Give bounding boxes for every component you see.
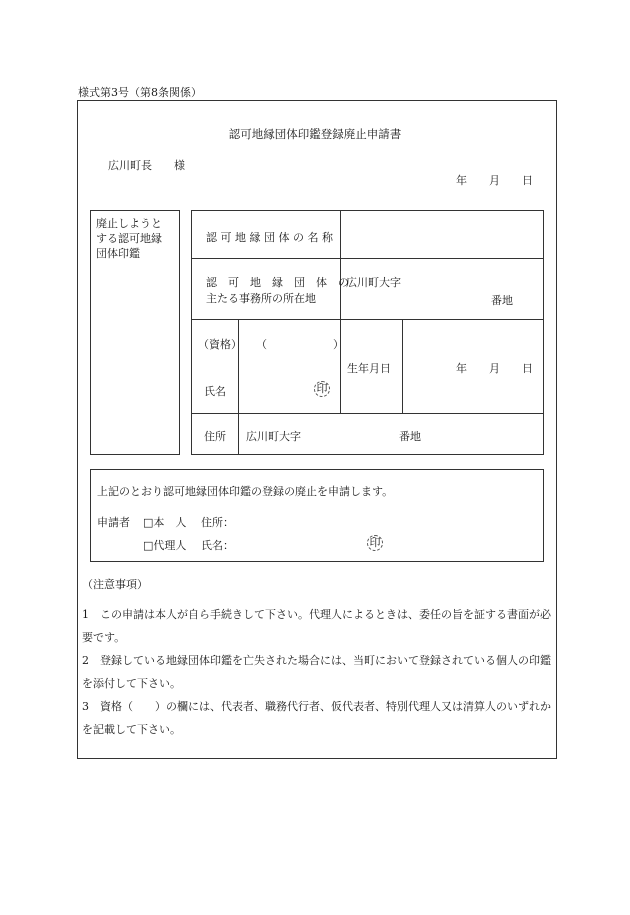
group-name-label: 認 可 地 縁 団 体 の 名 称	[206, 231, 333, 244]
birth-date: 年 月 日	[456, 362, 533, 375]
proxy-checkbox[interactable]: □代理人	[143, 539, 187, 552]
registration-table	[191, 210, 544, 455]
notes-title: （注意事項）	[82, 578, 148, 591]
note-item: 2 登録している地縁団体印鑑を亡失された場合には、当町において登録されている個人の印鑑を添付して下さい。	[82, 654, 551, 690]
note-item: 3 資格（ ）の欄には、代表者、職務代行者、仮代表者、特別代理人又は清算人のいずれかを記載して下さい。	[82, 700, 551, 736]
applicant-name-label: 氏名：	[201, 539, 234, 552]
rep-seal-mark	[314, 381, 330, 397]
seal-label-line: 団体印鑑	[96, 247, 140, 260]
applicant-address-label: 住所：	[201, 516, 234, 529]
rep-name-label: 氏名	[204, 385, 226, 398]
applicant-seal-mark	[367, 535, 383, 551]
seal-icon: 印	[314, 381, 330, 397]
office-label-line2: 主たる事務所の所在地	[206, 292, 316, 305]
office-label-line1: 認 可 地 縁 団 体 の	[206, 276, 349, 289]
row-divider	[191, 319, 544, 320]
row-divider	[191, 413, 544, 414]
page-title: 認可地縁団体印鑑登録廃止申請書	[228, 127, 402, 141]
note-item: 1 この申請は本人が自ら手続きして下さい。代理人によるときは、委任の旨を証する書面が必要です。	[82, 608, 551, 644]
group-name-value[interactable]	[350, 229, 536, 245]
declaration-text: 上記のとおり認可地縁団体印鑑の登録の廃止を申請します。	[97, 485, 394, 498]
qualification-label: （資格）	[198, 338, 242, 351]
date-line: 年 月 日	[456, 174, 533, 187]
applicant-label: 申請者	[97, 516, 130, 529]
office-town: 広川町大字	[346, 276, 401, 289]
seal-label-line: する認可地縁	[96, 232, 162, 245]
address-banchi: 番地	[399, 430, 421, 443]
column-divider	[340, 210, 341, 413]
seal-label-line: 廃止しようと	[96, 217, 162, 230]
office-banchi: 番地	[491, 294, 513, 307]
column-divider	[402, 319, 403, 413]
row-divider	[191, 258, 544, 259]
addressee: 広川町長 様	[108, 159, 185, 172]
address-label: 住所	[204, 430, 226, 443]
birth-label: 生年月日	[347, 362, 391, 375]
self-checkbox[interactable]: □本 人	[143, 516, 187, 529]
qualification-paren: （ ）	[256, 338, 344, 351]
form-number: 様式第3号（第8条関係）	[78, 86, 202, 99]
seal-label	[96, 216, 162, 261]
seal-icon: 印	[367, 535, 383, 551]
address-town: 広川町大字	[246, 430, 301, 443]
